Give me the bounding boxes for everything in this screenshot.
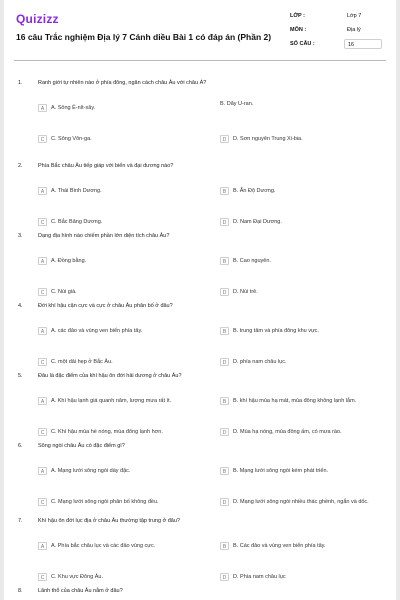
- option-letter-box[interactable]: D: [220, 573, 229, 581]
- question-number: 4.: [18, 303, 23, 309]
- option-letter-box[interactable]: A: [38, 104, 47, 112]
- option-text: A. Thái Bình Dương.: [51, 188, 102, 194]
- option-text: B. Mạng lưới sông ngòi kém phát triển.: [233, 468, 329, 474]
- option-letter-box[interactable]: A: [38, 257, 47, 265]
- option-text: D. Phía nam châu lục: [233, 574, 286, 580]
- option-letter-box[interactable]: C: [38, 573, 47, 581]
- option-letter-box[interactable]: D: [220, 218, 229, 226]
- option-text: A. các đảo và vùng ven biển phía tây.: [51, 328, 143, 334]
- option-text: C. Mạng lưới sông ngòi phân bố không đều.: [51, 499, 159, 505]
- question-text: Lãnh thổ của châu Âu nằm ở đâu?: [38, 588, 123, 594]
- option-letter-box[interactable]: C: [38, 428, 47, 436]
- option-letter-box[interactable]: C: [38, 218, 47, 226]
- option-letter-box[interactable]: B: [220, 397, 229, 405]
- question-number: 1.: [18, 80, 23, 86]
- option-text: D. Mùa hạ nóng, mùa đông ấm, có mưa rào.: [233, 429, 342, 435]
- option-letter-box[interactable]: A: [38, 397, 47, 405]
- option-letter-box[interactable]: B: [220, 542, 229, 550]
- option-text: C. Núi già.: [51, 289, 77, 295]
- option-text: A. Phía bắc châu lục và các đảo vùng cực.: [51, 543, 156, 549]
- option-letter-box[interactable]: C: [38, 498, 47, 506]
- question-text: Đới khí hậu cận cực và cực ở châu Âu phân bố ở đâu?: [38, 303, 173, 309]
- question-number: 5.: [18, 373, 23, 379]
- question-text: Dạng địa hình nào chiếm phần lớn diện tích châu Âu?: [38, 233, 170, 239]
- question-text: Phía Bắc châu Âu tiếp giáp với biển và đại dương nào?: [38, 163, 174, 169]
- question-number: 8.: [18, 588, 23, 594]
- option-letter-box[interactable]: D: [220, 498, 229, 506]
- header-divider: [14, 60, 386, 61]
- option-text: A. Mạng lưới sông ngòi dày đặc.: [51, 468, 131, 474]
- option-letter-box[interactable]: B: [220, 187, 229, 195]
- meta-panel: [290, 10, 390, 52]
- question-text: Khí hậu ôn đới lục địa ở châu Âu thường tập trung ở đâu?: [38, 518, 180, 524]
- grade-label: LỚP :: [290, 13, 305, 19]
- worksheet-page: [4, 0, 396, 600]
- option-letter-box[interactable]: C: [38, 358, 47, 366]
- option-letter-box[interactable]: D: [220, 288, 229, 296]
- option-text: D. Sơn nguyên Trung Xi-bia.: [233, 136, 303, 142]
- meta-subject: [290, 24, 390, 38]
- option-letter-box[interactable]: C: [38, 135, 47, 143]
- question-text: Đâu là đặc điểm của khí hậu ôn đới hải dương ở châu Âu?: [38, 373, 182, 379]
- worksheet-header: [4, 0, 396, 56]
- option-text: B. Ấn Độ Dương.: [233, 188, 276, 194]
- question-number: 3.: [18, 233, 23, 239]
- option-text: B. khí hậu mùa hạ mát, mùa đông không lạnh lắm.: [233, 398, 357, 404]
- option-text: C. Khu vực Đông Âu.: [51, 574, 103, 580]
- option-letter-box[interactable]: B: [220, 467, 229, 475]
- option-letter-box[interactable]: B: [220, 257, 229, 265]
- meta-grade: [290, 10, 390, 24]
- option-letter-box[interactable]: A: [38, 542, 47, 550]
- grade-value: Lớp 7: [344, 11, 382, 21]
- option-letter-box[interactable]: B: [220, 327, 229, 335]
- quizizz-logo: Quizizz: [16, 12, 59, 26]
- option-letter-box[interactable]: A: [38, 187, 47, 195]
- option-text: B. Các đảo và vùng ven biển phía tây.: [233, 543, 326, 549]
- option-text: C. Bắc Băng Dương.: [51, 219, 103, 225]
- option-text: C. Sông Vôn-ga.: [51, 136, 92, 142]
- option-text: B. Dãy U-ran.: [220, 101, 254, 107]
- option-text: D. Mạng lưới sông ngòi nhiều thác ghềnh, ngắn và dốc.: [233, 499, 369, 505]
- option-letter-box[interactable]: A: [38, 327, 47, 335]
- subject-label: MÔN :: [290, 27, 307, 33]
- count-value: 16: [344, 39, 382, 49]
- option-letter-box[interactable]: D: [220, 428, 229, 436]
- option-text: A. Đồng bằng.: [51, 258, 87, 264]
- option-text: B. Cao nguyên.: [233, 258, 271, 264]
- page-title: 16 câu Trắc nghiệm Địa lý 7 Cánh diều Bài 1 có đáp án (Phần 2): [16, 32, 272, 42]
- option-text: D. phía nam châu lục.: [233, 359, 287, 365]
- count-label: SỐ CÂU :: [290, 41, 315, 47]
- question-number: 2.: [18, 163, 23, 169]
- option-text: A. Khí hậu lạnh giá quanh năm, lượng mưa rất ít.: [51, 398, 172, 404]
- option-text: A. Sông Ê-nít-xây.: [51, 105, 96, 111]
- option-letter-box[interactable]: A: [38, 467, 47, 475]
- option-text: C. Khí hậu mùa hè nóng, mùa đông lạnh hơn.: [51, 429, 163, 435]
- question-number: 7.: [18, 518, 23, 524]
- option-text: B. trung tâm và phía đông khu vực.: [233, 328, 319, 334]
- option-letter-box[interactable]: D: [220, 135, 229, 143]
- question-number: 6.: [18, 443, 23, 449]
- question-text: Sông ngòi châu Âu có đặc điểm gì?: [38, 443, 125, 449]
- option-letter-box[interactable]: C: [38, 288, 47, 296]
- option-text: D. Núi trẻ.: [233, 289, 258, 295]
- meta-count: [290, 38, 390, 52]
- option-text: D. Nam Đại Dương.: [233, 219, 282, 225]
- question-text: Ranh giới tự nhiên nào ở phía đông, ngăn cách châu Âu với châu Á?: [38, 80, 207, 86]
- option-text: C. một dải hẹp ở Bắc Âu.: [51, 359, 113, 365]
- subject-value: Địa lý: [344, 25, 382, 35]
- option-letter-box[interactable]: D: [220, 358, 229, 366]
